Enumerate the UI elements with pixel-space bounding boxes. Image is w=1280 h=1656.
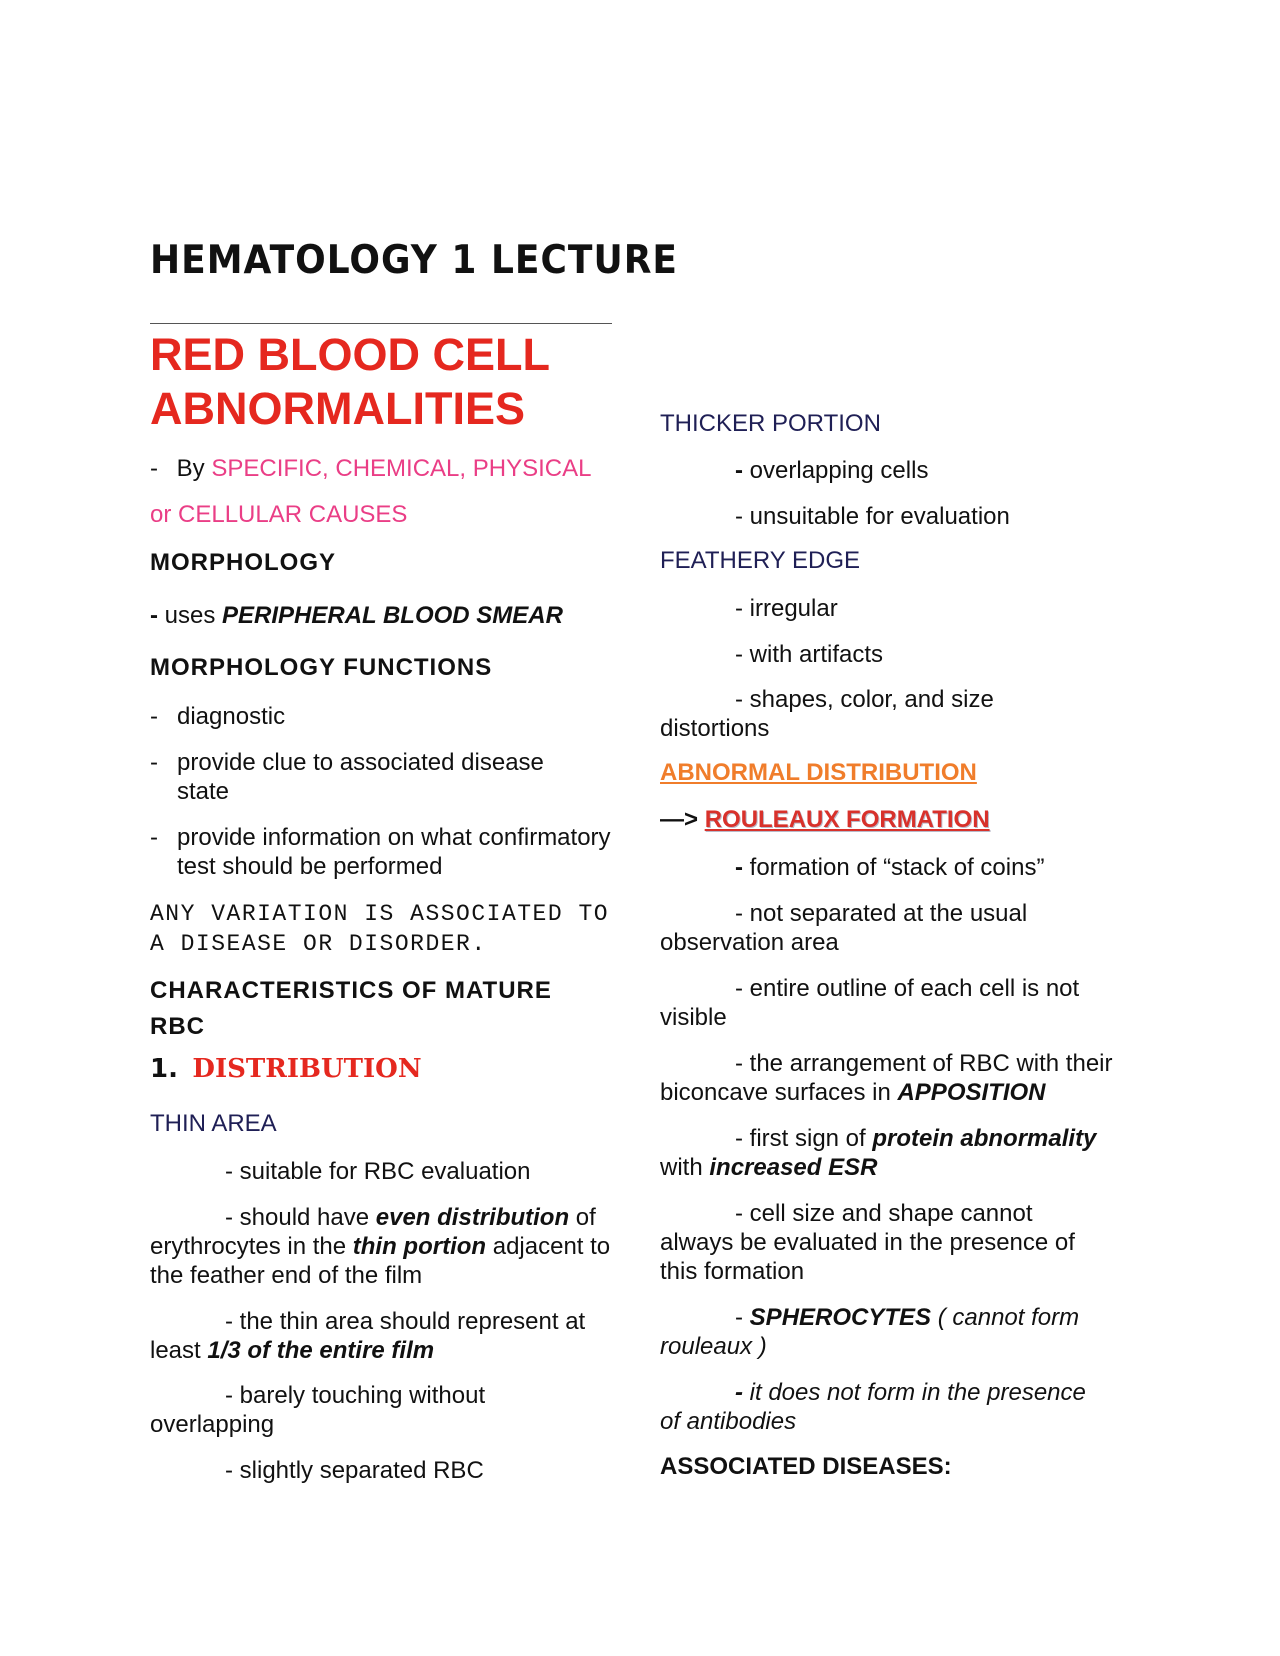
rouleaux-point-4: - the arrangement of RBC with their biconcave surfaces in APPOSITION [660,1050,1113,1106]
rouleaux-point-8: - it does not form in the presence of antibodies [660,1379,1086,1435]
lecture-header: HEMATOLOGY 1 LECTURE [150,238,679,284]
characteristics-line-2: RBC [150,1013,205,1040]
feathery-point-1: - irregular [735,595,838,622]
rouleaux-point-7: - SPHEROCYTES ( cannot form rouleaux ) [660,1304,1080,1360]
associated-diseases-heading: ASSOCIATED DISEASES: [660,1453,952,1480]
thicker-portion-heading: THICKER PORTION [660,410,881,437]
rouleaux-point-2: - not separated at the usual observation area [660,900,1028,956]
distribution-heading [150,1054,422,1084]
feathery-point-3: - shapes, color, and size distortions [660,686,994,742]
characteristics-line-1: CHARACTERISTICS OF MATURE [150,977,552,1004]
rouleaux-arrow: —> [660,806,705,833]
morphology-dash: - [150,602,158,629]
abnormal-distribution-heading: ABNORMAL DISTRIBUTION [660,759,977,786]
feathery-point-2: - with artifacts [735,641,884,668]
variation-line-1: ANY VARIATION IS ASSOCIATED TO [150,901,610,927]
rouleaux-heading: ROULEAUX FORMATION [704,806,990,833]
thicker-point-2: - unsuitable for evaluation [735,503,1010,530]
morphology-smear: PERIPHERAL BLOOD SMEAR [222,602,563,629]
functions-heading: MORPHOLOGY FUNCTIONS [150,654,493,681]
function-dash: - [150,824,158,851]
function-dash: - [150,703,158,730]
thin-point-1: - suitable for RBC evaluation [225,1158,531,1185]
thin-point-2: - should have even distribution of erythrocytes in the thin portion adjacent to the feather end of the film [150,1204,611,1289]
rouleaux-point-1: - formation of “stack of coins” [735,854,1045,881]
thicker-point-1: - overlapping cells [735,457,929,484]
causes-colored-2: or CELLULAR CAUSES [150,501,408,528]
main-title-line-2: ABNORMALITIES [150,383,525,434]
function-text: diagnostic [177,703,286,730]
morphology-heading: MORPHOLOGY [150,549,337,576]
thin-point-3: - the thin area should represent at least 1/3 of the entire film [150,1308,586,1364]
causes-line-1 [150,454,591,483]
feathery-edge-heading: FEATHERY EDGE [660,547,861,574]
thin-area-heading: THIN AREA [150,1110,277,1137]
distribution-number: 1. [150,1054,178,1084]
rouleaux-point-6: - cell size and shape cannot always be evaluated in the presence of this formation [660,1200,1075,1285]
main-title-line-1: RED BLOOD CELL [150,329,550,380]
rouleaux-heading-line [660,805,990,834]
causes-colored-1: SPECIFIC, CHEMICAL, PHYSICAL [211,455,592,482]
morphology-uses-line [150,601,563,630]
rouleaux-point-3: - entire outline of each cell is not visible [660,975,1080,1031]
function-text: provide information on what confirmatory test should be performed [177,824,611,880]
causes-dash: - [150,455,158,482]
function-text: provide clue to associated disease state [177,749,544,805]
rouleaux-point-5: - first sign of protein abnormality with increased ESR [660,1125,1097,1181]
thin-point-4: - barely touching without overlapping [150,1382,486,1438]
variation-line-2: A DISEASE OR DISORDER. [150,931,487,957]
morphology-uses: uses [158,602,223,629]
function-dash: - [150,749,158,776]
causes-by: By [176,455,212,482]
distribution-label: DISTRIBUTION [192,1054,422,1084]
thin-point-5: - slightly separated RBC [225,1457,484,1484]
header-divider [150,323,612,324]
